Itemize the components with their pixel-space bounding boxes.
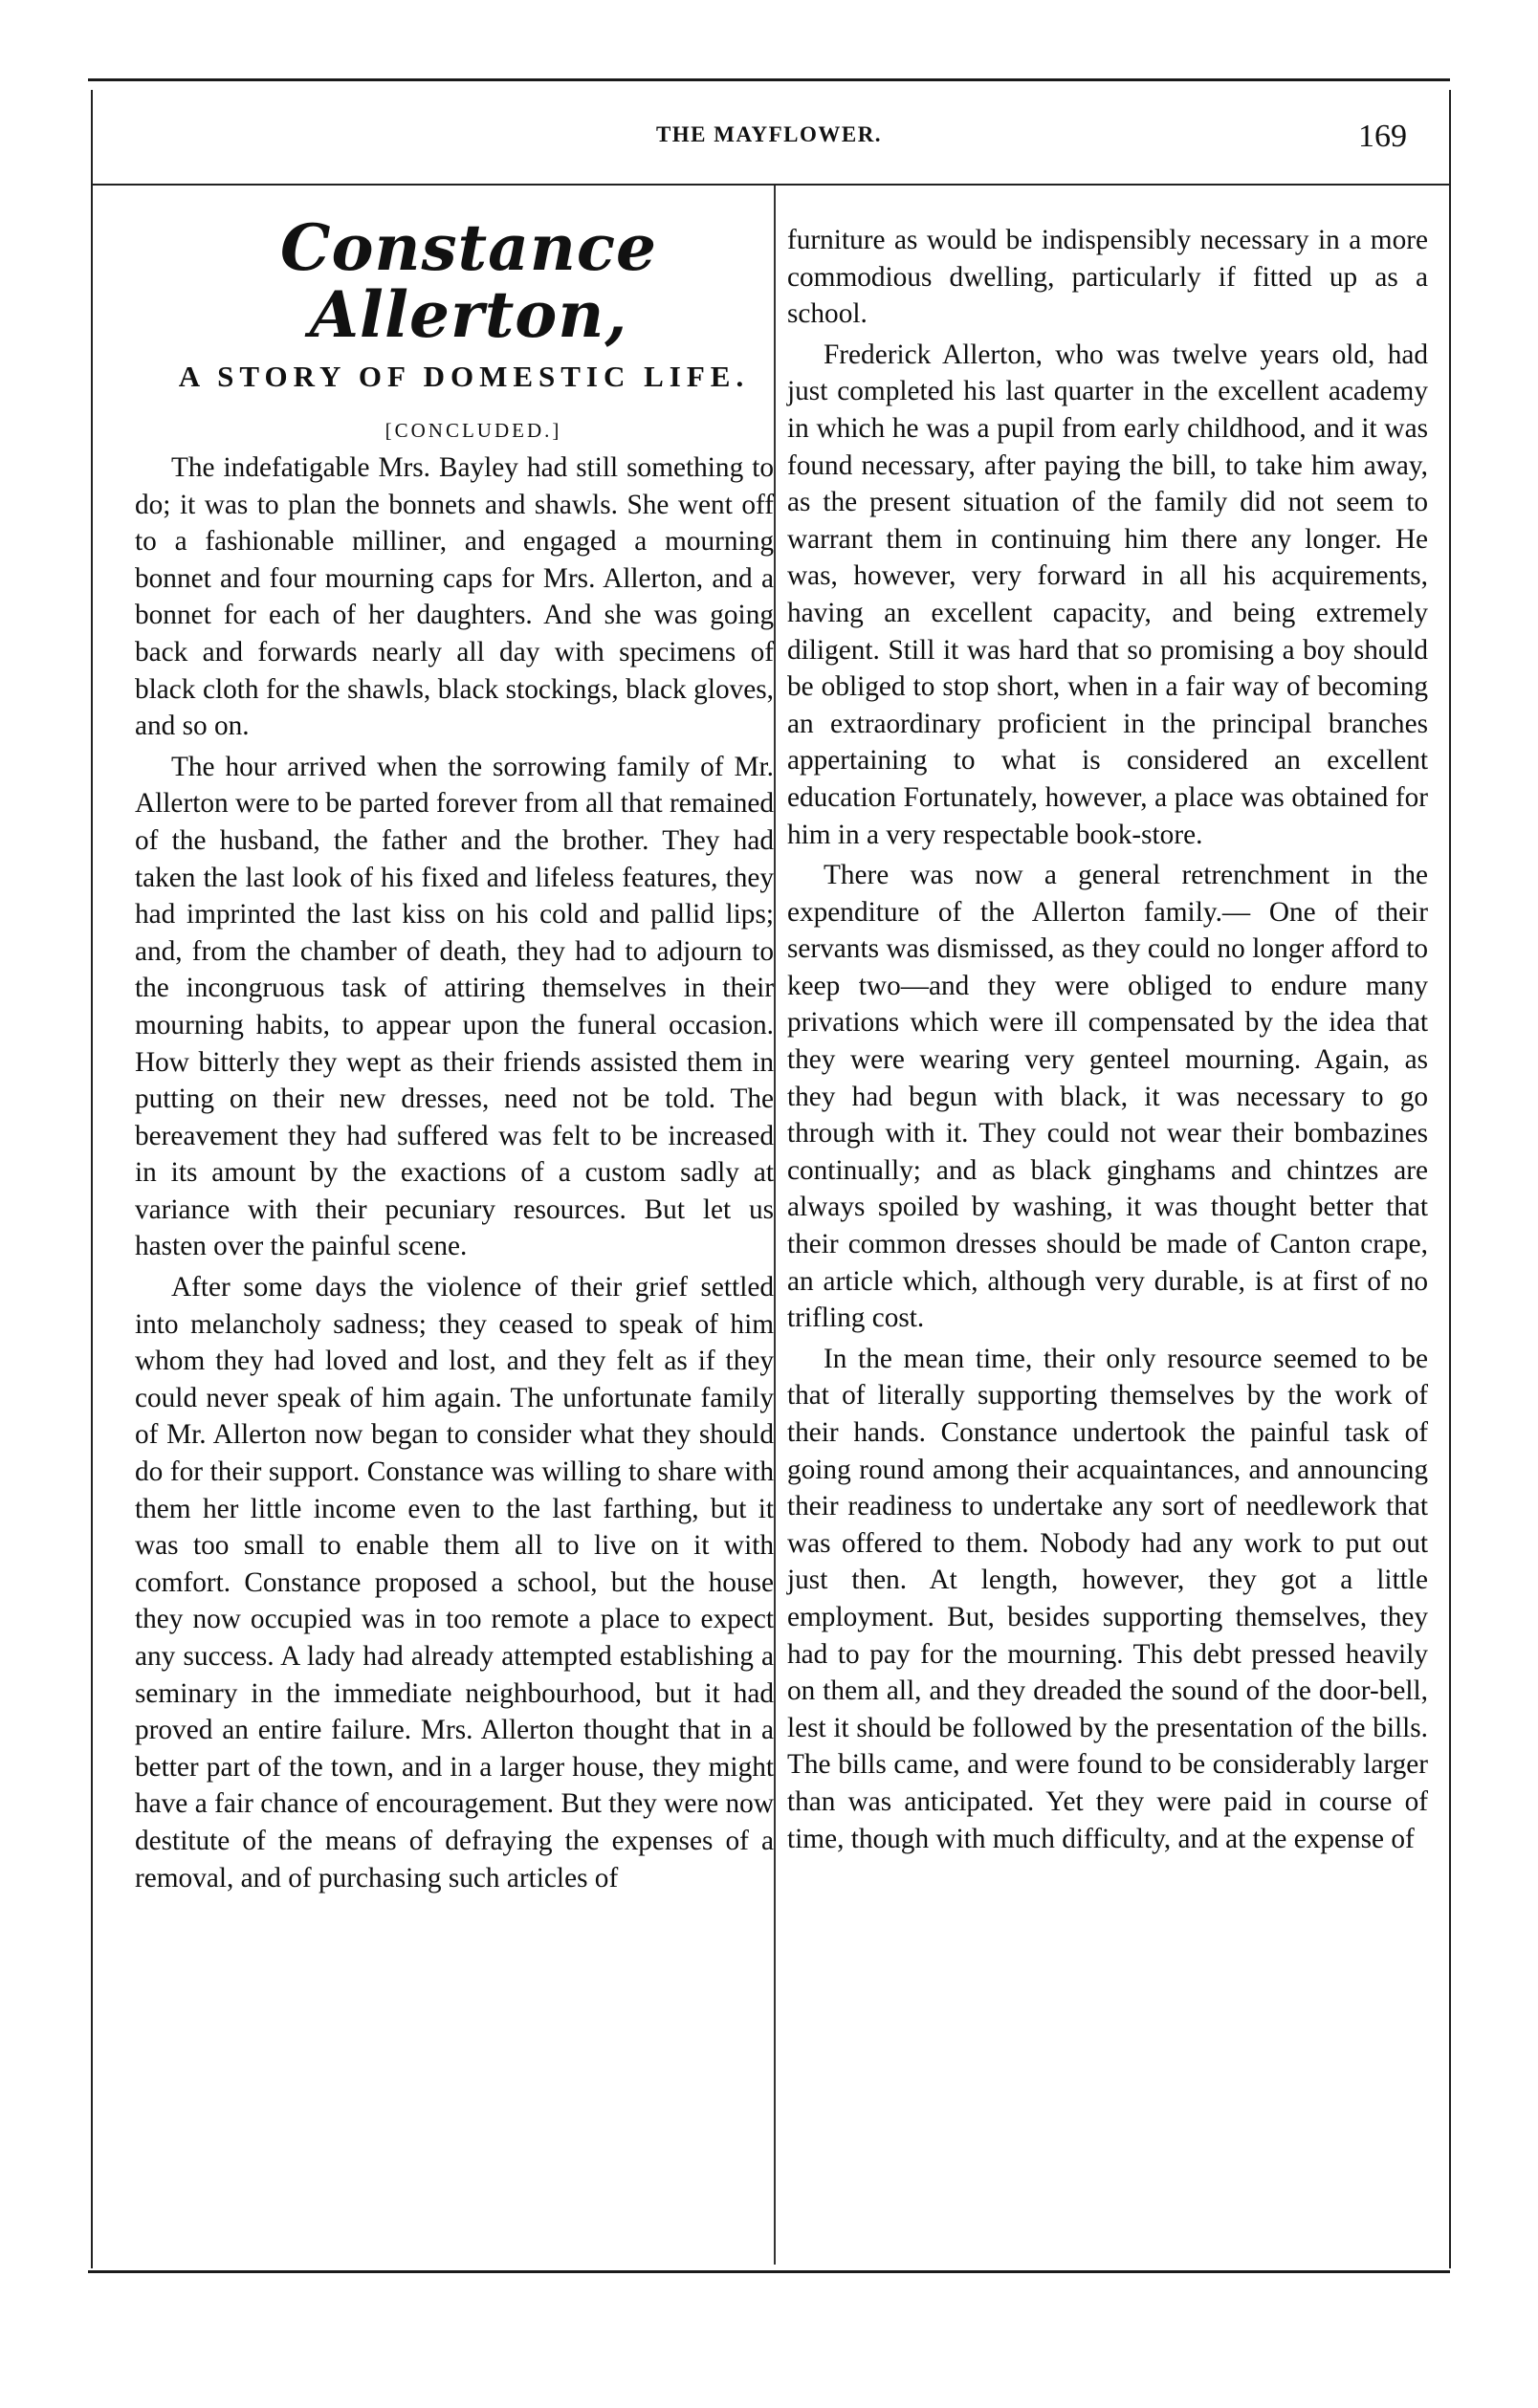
running-title: THE MAYFLOWER. bbox=[655, 122, 883, 146]
story-subtitle: A STORY OF DOMESTIC LIFE. bbox=[178, 360, 750, 393]
page-number: 169 bbox=[1358, 119, 1407, 154]
paragraph: In the mean time, their only resource seemed to be that of literally supporting themselves by the work of their hands. Constance undertook the painful task of going round among their acquaintances, and announcing their readiness to undertake any sort of needlework that was offered to them. Nobody had any work to put out just then. At length, however, they got a little employment. But, besides supporting themselves, they had to pay for the mourning. This debt pressed heavily on them all, and they dreaded the sound of the door-bell, lest it should be followed by the presentation of the bills. The bills came, and were found to be considerably larger than was anticipated. Yet they were paid in course of time, though with much difficulty, and at the expense of bbox=[787, 1343, 1428, 1854]
paragraph: After some days the violence of their grief settled into melancholy sadness; they ceased to speak of him whom they had loved and lost, and they felt as if they could never speak of him again. The unfortunate family of Mr. Allerton now began to consider what they should do for their support. Constance was willing to share with them her little income even to the last farthing, but it was too small to enable them all to live on it with comfort. Constance proposed a school, but the house they now occupied was in too remote a place to expect any success. A lady had already attempted establishing a seminary in the immediate neighbourhood, but it had proved an entire failure. Mrs. Allerton thought that in a better part of the town, and in a larger house, they might have a fair chance of encouragement. But they were now destitute of the means of defraying the expenses of a removal, and of purchasing such articles of bbox=[135, 1272, 774, 1894]
paragraph: The hour arrived when the sorrowing family of Mr. Allerton were to be parted forever from all that remained of the husband, the father and the brother. They had taken the last look of his fixed and lifeless features, they had imprinted the last kiss on his cold and pallid lips; and, from the chamber of death, they had to adjourn to the incongruous task of attiring themselves in their mourning habits, to appear upon the funeral occasion. How bitterly they wept as their friends assisted them in putting on their new dresses, need not be told. The bereavement they had suffered was felt to be increased in its amount by the exactions of a custom sadly at variance with their pecuniary resources. But let us hasten over the painful scene. bbox=[135, 751, 774, 1262]
header-rule bbox=[91, 184, 1449, 186]
bottom-border-rule bbox=[88, 2270, 1450, 2273]
column-divider bbox=[774, 186, 776, 2265]
paragraph: Frederick Allerton, who was twelve years old, had just completed his last quarter in the excellent academy in which he was a pupil from early childhood, and it was found necessary, after paying the bill, to take him away, as the present situation of the family did not seem to warrant them in continuing him there any longer. He was, however, very forward in all his acquirements, having an excellent capacity, and being extremely diligent. Still it was hard that so promising a boy should be obliged to stop short, when in a fair way of becoming an extraordinary proficient in the principal branches appertaining to what is considered an excellent education Fortunately, however, a place was obtained for him in a very respectable book-store. bbox=[787, 339, 1428, 850]
running-head bbox=[91, 119, 1447, 157]
continued-paragraph: furniture as would be indispensibly necessary in a more commodious dwelling, particularly if fitted up as a school. bbox=[787, 225, 1428, 330]
left-column bbox=[135, 212, 774, 1896]
story-title: Constance Allerton, bbox=[279, 210, 658, 352]
top-border-rule bbox=[88, 78, 1450, 81]
story-note: [CONCLUDED.] bbox=[384, 419, 562, 442]
paragraph: There was now a general retrenchment in the expenditure of the Allerton family.— One of their servants was dismissed, as they could no longer afford to keep two—and they were obliged to endure many privations which were ill compensated by the idea that they were wearing very genteel mourning. Again, as they had begun with black, it was necessary to go through with it. They could not wear their bombazines continually; and as black ginghams and chintzes are always spoiled by washing, it was thought better that their common dresses should be made of Canton crape, an article which, although very durable, is at first of no trifling cost. bbox=[787, 860, 1428, 1334]
paragraph: The indefatigable Mrs. Bayley had still something to do; it was to plan the bonnets and shawls. She went off to a fashionable milliner, and engaged a mourning bonnet and four mourning caps for Mrs. Allerton, and a bonnet for each of her daughters. And she was going back and forwards nearly all day with specimens of black cloth for the shawls, black stockings, black gloves, and so on. bbox=[135, 452, 774, 742]
right-column bbox=[787, 222, 1428, 1857]
